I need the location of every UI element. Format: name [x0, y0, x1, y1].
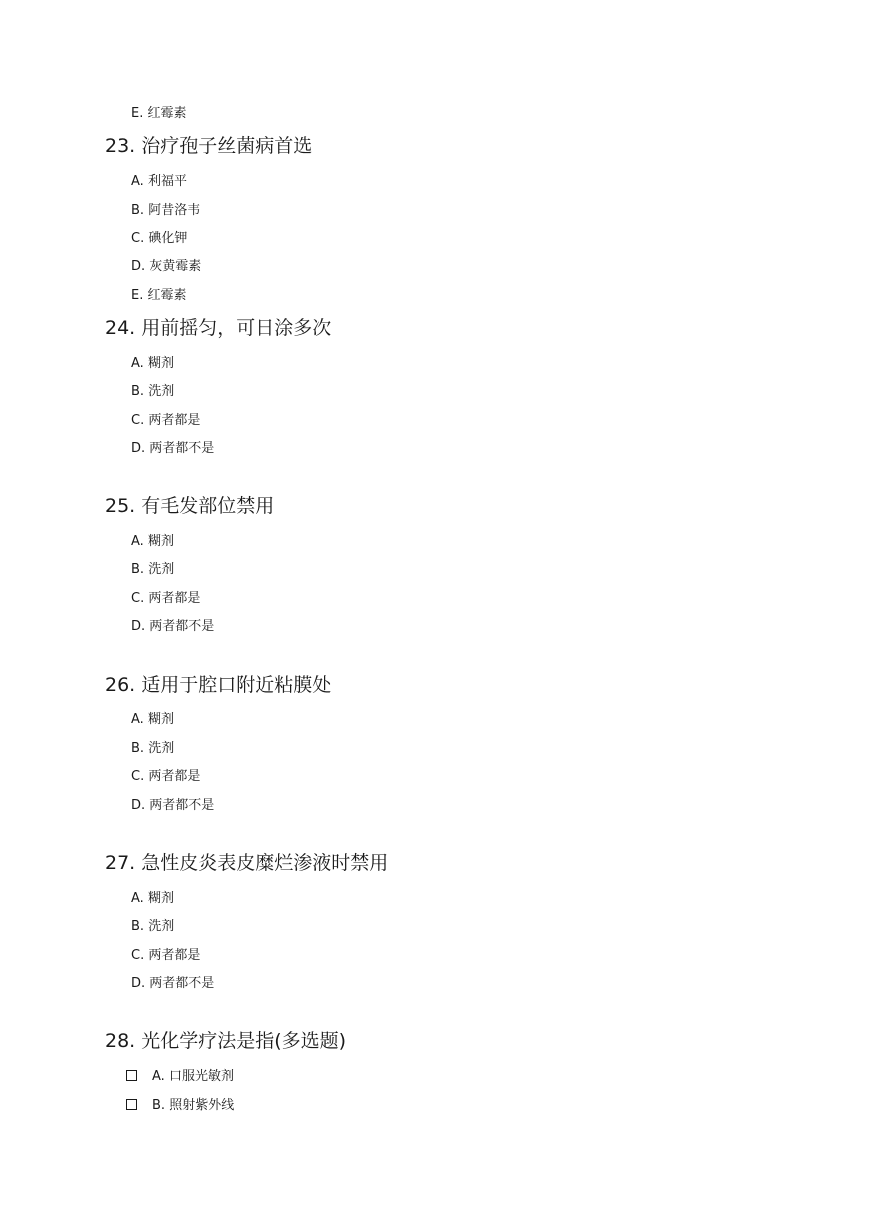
- q25-option-a: [131, 534, 174, 550]
- option-label: E.: [131, 288, 144, 303]
- option-text: 洗剂: [148, 741, 175, 756]
- option-text: 两者都不是: [149, 441, 215, 456]
- question-number: 27.: [105, 852, 136, 874]
- option-text: 两者都不是: [149, 619, 215, 634]
- q27-option-d: [131, 976, 214, 992]
- option-text: 红霉素: [147, 106, 187, 121]
- checkbox-icon[interactable]: [126, 1070, 137, 1081]
- q23-option-a: [131, 174, 187, 190]
- question-text: 光化学疗法是指(多选题): [141, 1030, 347, 1052]
- question-24-title: [105, 316, 331, 340]
- option-text: 两者都是: [148, 591, 201, 606]
- option-label: C.: [131, 769, 145, 784]
- q25-option-d: [131, 619, 214, 635]
- option-text: 照射紫外线: [169, 1098, 235, 1113]
- q23-option-e: [131, 288, 187, 304]
- question-23-title: [105, 134, 312, 158]
- q25-option-c: [131, 591, 200, 607]
- option-label: A.: [131, 891, 144, 906]
- option-text: 碘化钾: [148, 231, 188, 246]
- question-text: 用前摇匀，可日涂多次: [141, 317, 332, 339]
- option-label: A.: [131, 356, 144, 371]
- q25-option-b: [131, 562, 174, 578]
- q27-option-b: [131, 919, 174, 935]
- option-text: 糊剂: [147, 712, 174, 727]
- question-text: 治疗孢子丝菌病首选: [141, 135, 313, 157]
- option-text: 糊剂: [147, 356, 174, 371]
- option-text: 两者都不是: [149, 798, 215, 813]
- option-label: D.: [131, 259, 146, 274]
- question-number: 28.: [105, 1030, 136, 1052]
- option-label: A.: [152, 1069, 165, 1084]
- q28-option-a[interactable]: [126, 1069, 234, 1085]
- option-text: 两者都是: [148, 413, 201, 428]
- option-label: A.: [131, 534, 144, 549]
- question-number: 23.: [105, 135, 136, 157]
- option-label: B.: [131, 741, 145, 756]
- option-text: 红霉素: [147, 288, 187, 303]
- option-label: A.: [131, 174, 144, 189]
- q28-option-b[interactable]: [126, 1098, 234, 1114]
- q23-option-c: [131, 231, 187, 247]
- option-label: D.: [131, 976, 146, 991]
- question-number: 25.: [105, 495, 136, 517]
- option-label: C.: [131, 591, 145, 606]
- option-label: B.: [131, 562, 145, 577]
- q26-option-c: [131, 769, 200, 785]
- option-label: B.: [131, 384, 145, 399]
- checkbox-icon[interactable]: [126, 1099, 137, 1110]
- q24-option-a: [131, 356, 174, 372]
- q24-option-c: [131, 413, 200, 429]
- option-text: 糊剂: [147, 534, 174, 549]
- option-text: 洗剂: [148, 562, 175, 577]
- option-text: 糊剂: [147, 891, 174, 906]
- question-text: 有毛发部位禁用: [141, 495, 275, 517]
- q27-option-c: [131, 948, 200, 964]
- question-26-title: [105, 673, 331, 697]
- q27-option-a: [131, 891, 174, 907]
- option-label: E.: [131, 106, 144, 121]
- option-label: B.: [131, 919, 145, 934]
- option-text: 口服光敏剂: [168, 1069, 234, 1084]
- option-label: D.: [131, 441, 146, 456]
- option-text: 利福平: [147, 174, 187, 189]
- question-27-title: [105, 851, 388, 875]
- option-text: 洗剂: [148, 919, 175, 934]
- q24-option-d: [131, 441, 214, 457]
- q26-option-d: [131, 798, 214, 814]
- option-text: 洗剂: [148, 384, 175, 399]
- option-text: 两者都是: [148, 769, 201, 784]
- option-text: 两者都是: [148, 948, 201, 963]
- option-label: D.: [131, 619, 146, 634]
- question-number: 24.: [105, 317, 136, 339]
- option-text: 两者都不是: [149, 976, 215, 991]
- prev-option-e: [131, 106, 187, 122]
- option-label: D.: [131, 798, 146, 813]
- question-25-title: [105, 494, 274, 518]
- q26-option-a: [131, 712, 174, 728]
- question-28-title: [105, 1029, 346, 1053]
- option-label: A.: [131, 712, 144, 727]
- question-text: 急性皮炎表皮糜烂渗液时禁用: [141, 852, 389, 874]
- option-text: 灰黄霉素: [149, 259, 202, 274]
- q23-option-d: [131, 259, 201, 275]
- question-number: 26.: [105, 674, 136, 696]
- q23-option-b: [131, 203, 200, 219]
- option-label: B.: [131, 203, 145, 218]
- q26-option-b: [131, 741, 174, 757]
- option-label: B.: [152, 1098, 166, 1113]
- q24-option-b: [131, 384, 174, 400]
- option-text: 阿昔洛韦: [148, 203, 201, 218]
- option-label: C.: [131, 231, 145, 246]
- question-text: 适用于腔口附近粘膜处: [141, 674, 332, 696]
- option-label: C.: [131, 413, 145, 428]
- option-label: C.: [131, 948, 145, 963]
